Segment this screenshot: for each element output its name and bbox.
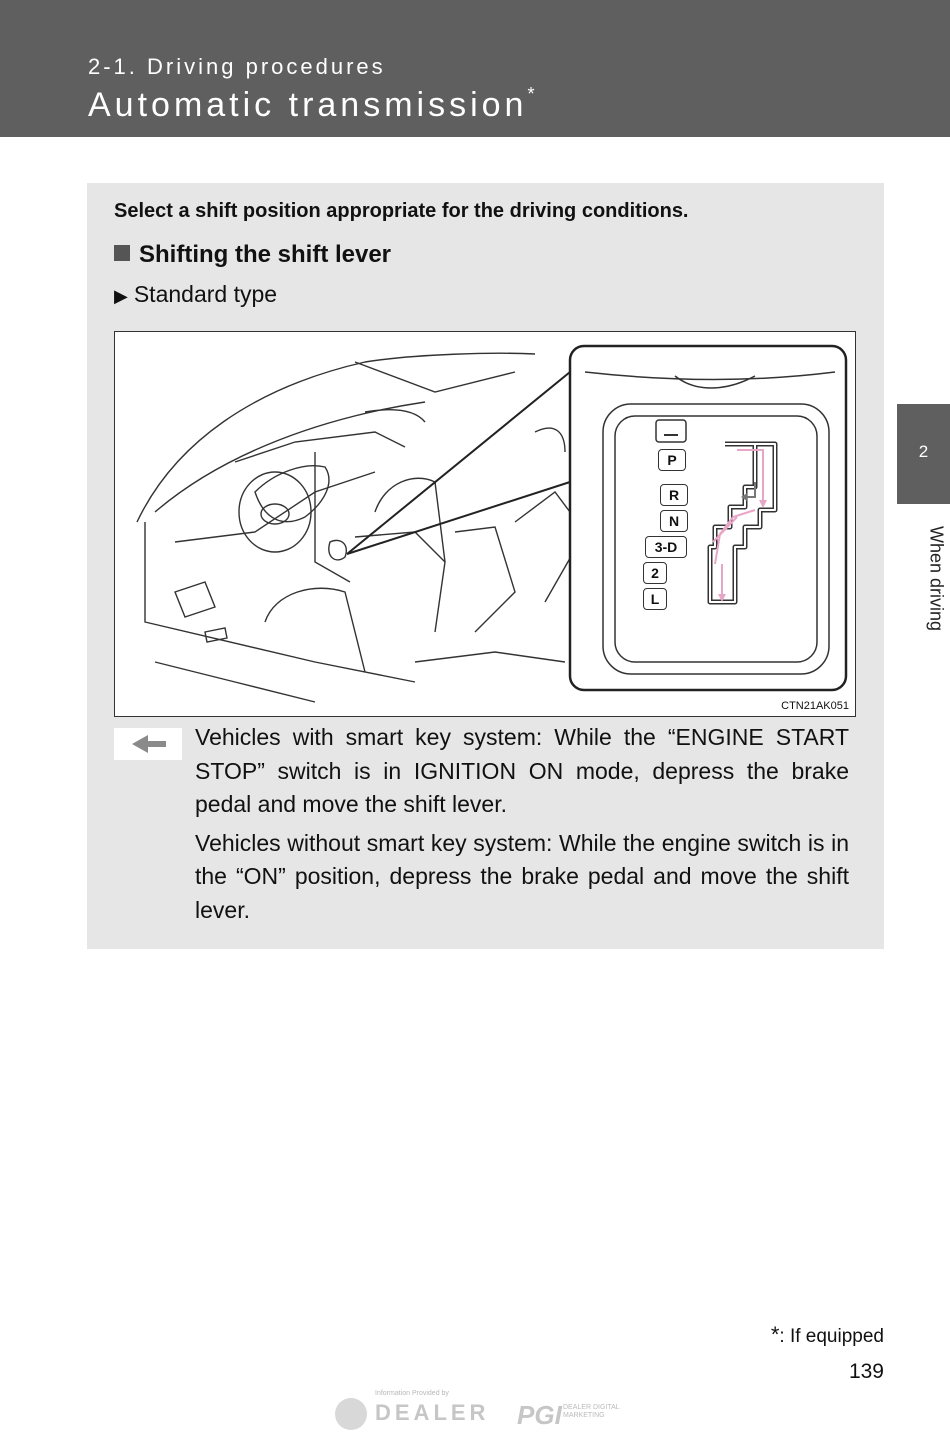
procedure-arrow-box: [114, 728, 182, 760]
type-label-text: Standard type: [133, 281, 278, 307]
gate-label-l: L: [643, 588, 667, 610]
section-title: 2-1. Driving procedures: [88, 54, 386, 79]
gate-label-n: N: [660, 510, 688, 532]
gate-label-3d: 3-D: [645, 536, 687, 558]
left-arrow-icon: [114, 728, 182, 760]
watermark-caption: Information Provided by: [375, 1390, 449, 1397]
triangle-bullet-icon: ▶: [114, 286, 128, 306]
page-header: [0, 0, 950, 137]
title-asterisk: *: [527, 83, 535, 104]
gate-label-p: P: [658, 449, 686, 471]
watermark-brand-pgi-sub: DEALER DIGITAL MARKETING: [563, 1404, 620, 1419]
shift-lever-figure: [114, 331, 856, 717]
gate-label-r: R: [660, 484, 688, 506]
chapter-tab: [897, 404, 950, 504]
watermark-brand-pgi: PGI: [517, 1400, 562, 1430]
chapter-label: When driving: [926, 525, 947, 632]
paragraph-no-smart-key: Vehicles without smart key system: While the engine switch is in the “ON” position, depress the brake pedal and move the shift lever.: [195, 829, 849, 923]
page-title: [88, 83, 535, 125]
footnote: [771, 1322, 884, 1348]
type-label: [114, 281, 277, 308]
square-bullet-icon: [114, 245, 130, 261]
procedure-text: [195, 721, 849, 932]
page-number: 139: [848, 1360, 884, 1383]
subheading-text: Shifting the shift lever: [139, 241, 392, 268]
page-title-text: Automatic transmission: [88, 86, 528, 124]
footnote-asterisk: *: [770, 1322, 780, 1347]
car-interior-illustration: [115, 332, 855, 716]
gate-label-2: 2: [643, 562, 667, 584]
footnote-text: : If equipped: [779, 1326, 884, 1347]
subheading: [114, 241, 391, 269]
watermark: [335, 1390, 625, 1434]
content-panel: [87, 183, 884, 949]
watermark-brand-dealer: DEALER: [375, 1400, 490, 1425]
intro-text: Select a shift position appropriate for the driving conditions.: [114, 200, 689, 222]
figure-code: CTN21AK051: [781, 700, 849, 712]
dealer-logo-icon: [335, 1398, 367, 1430]
paragraph-smart-key: Vehicles with smart key system: While the “ENGINE START STOP” switch is in IGNITION ON mode, depress the brake pedal and move the shift lever.: [195, 724, 849, 817]
chapter-number: 2: [918, 442, 929, 461]
